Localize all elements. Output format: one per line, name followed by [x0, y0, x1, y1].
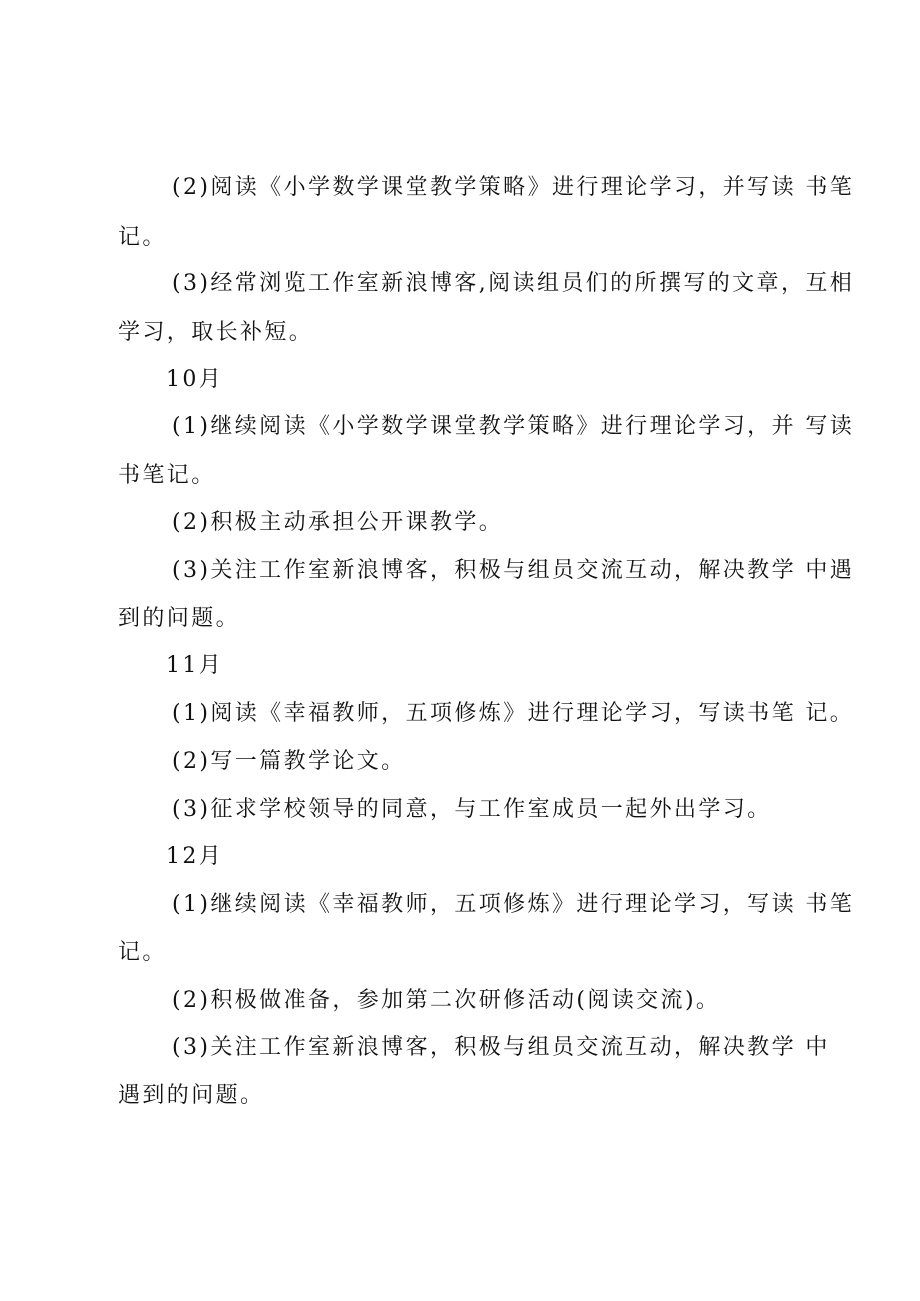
paragraph-line: 遇到的问题。 [118, 1083, 265, 1108]
paragraph-line: (1)继续阅读《幸福教师，五项修炼》进行理论学习，写读 书笔 [172, 892, 855, 917]
paragraph-line: 书笔记。 [118, 463, 216, 488]
paragraph-line: (1)阅读《幸福教师，五项修炼》进行理论学习，写读书笔 记。 [172, 701, 855, 726]
paragraph-line: (2)积极主动承担公开课教学。 [172, 510, 504, 535]
paragraph-line: (3)关注工作室新浪博客，积极与组员交流互动，解决教学 中 [172, 1035, 830, 1060]
month-heading: 12月 [166, 844, 224, 869]
paragraph-line: 记。 [118, 225, 167, 250]
month-heading: 10月 [166, 367, 224, 392]
paragraph-line: 记。 [118, 940, 167, 965]
paragraph-line: (3)经常浏览工作室新浪博客,阅读组员们的所撰写的文章，互相 [172, 271, 855, 296]
paragraph-line: (1)继续阅读《小学数学课堂教学策略》进行理论学习，并 写读 [172, 414, 855, 439]
paragraph-line: 到的问题。 [118, 606, 241, 631]
paragraph-line: (2)积极做准备，参加第二次研修活动(阅读交流)。 [172, 988, 721, 1013]
paragraph-line: (3)关注工作室新浪博客，积极与组员交流互动，解决教学 中遇 [172, 558, 855, 583]
month-heading: 11月 [166, 653, 224, 678]
paragraph-line: (2)写一篇教学论文。 [172, 749, 406, 774]
paragraph-line: (2)阅读《小学数学课堂教学策略》进行理论学习，并写读 书笔 [172, 175, 855, 200]
paragraph-line: (3)征求学校领导的同意，与工作室成员一起外出学习。 [172, 797, 772, 822]
paragraph-line: 学习，取长补短。 [118, 320, 314, 345]
